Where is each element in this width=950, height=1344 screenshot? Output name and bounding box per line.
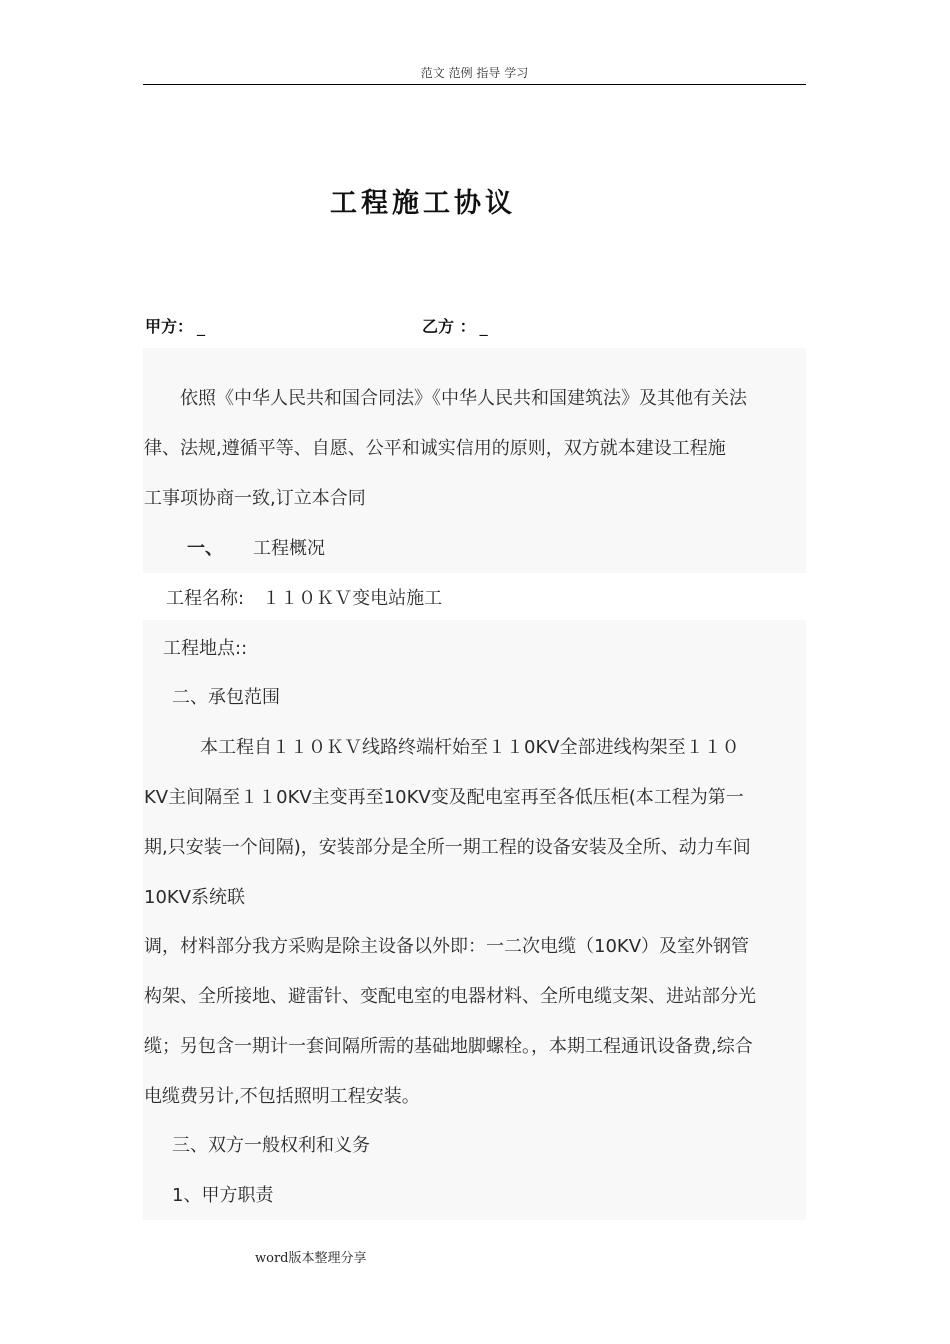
section-2-heading: 二、承包范围 bbox=[172, 687, 280, 708]
intro-line-3: 工事项协商一致,订立本合同 bbox=[144, 488, 366, 509]
page-header: 范文 范例 指导 学习 bbox=[143, 64, 806, 85]
party-a-value: _ bbox=[197, 317, 206, 336]
page-footer: word版本整理分享 bbox=[255, 1251, 367, 1266]
party-a-label: 甲方： bbox=[145, 317, 194, 336]
scope-line-5: 调，材料部分我方采购是除主设备以外即：一二次电缆（10KV）及室外钢管 bbox=[144, 936, 750, 957]
party-b-label: 乙方 ： bbox=[422, 317, 476, 336]
party-a bbox=[145, 314, 205, 337]
project-location: 工程地点:: bbox=[163, 638, 248, 659]
text-shading-bottom bbox=[143, 620, 806, 1220]
party-b-value: _ bbox=[479, 317, 488, 336]
section-1-title: 工程概况 bbox=[253, 538, 325, 559]
section-3-heading: 三、双方一般权利和义务 bbox=[172, 1135, 370, 1156]
document-title: 工程施工协议 bbox=[330, 188, 516, 219]
intro-line-1: 依照《中华人民共和国合同法》《中华人民共和国建筑法》及其他有关法 bbox=[180, 388, 747, 409]
scope-line-6: 构架、全所接地、避雷针、变配电室的电器材料、全所电缆支架、进站部分光 bbox=[144, 986, 756, 1007]
subsection-1-heading: 1、甲方职责 bbox=[172, 1185, 274, 1206]
scope-line-7: 缆；另包含一期计一套间隔所需的基础地脚螺栓。，本期工程通讯设备费,综合 bbox=[144, 1036, 753, 1057]
scope-line-1: 本工程自１１０ＫＶ线路终端杆始至１１0KV全部进线构架至１１０ bbox=[200, 737, 740, 758]
party-b bbox=[422, 314, 488, 337]
section-1-number: 一、 bbox=[187, 538, 223, 559]
section-1-heading bbox=[187, 537, 325, 561]
scope-line-4: 10KV系统联 bbox=[144, 887, 246, 908]
intro-line-2: 律、法规,遵循平等、自愿、公平和诚实信用的原则，双方就本建设工程施 bbox=[144, 438, 726, 459]
scope-line-3: 期,只安装一个间隔)，安装部分是全所一期工程的设备安装及全所、动力车间 bbox=[144, 837, 751, 858]
project-name: 工程名称: １１０ＫＶ变电站施工 bbox=[166, 588, 443, 609]
scope-line-8: 电缆费另计,不包括照明工程安装。 bbox=[144, 1086, 420, 1107]
scope-line-2: KV主间隔至１１0KV主变再至10KV变及配电室再至各低压柜(本工程为第一 bbox=[144, 787, 744, 808]
